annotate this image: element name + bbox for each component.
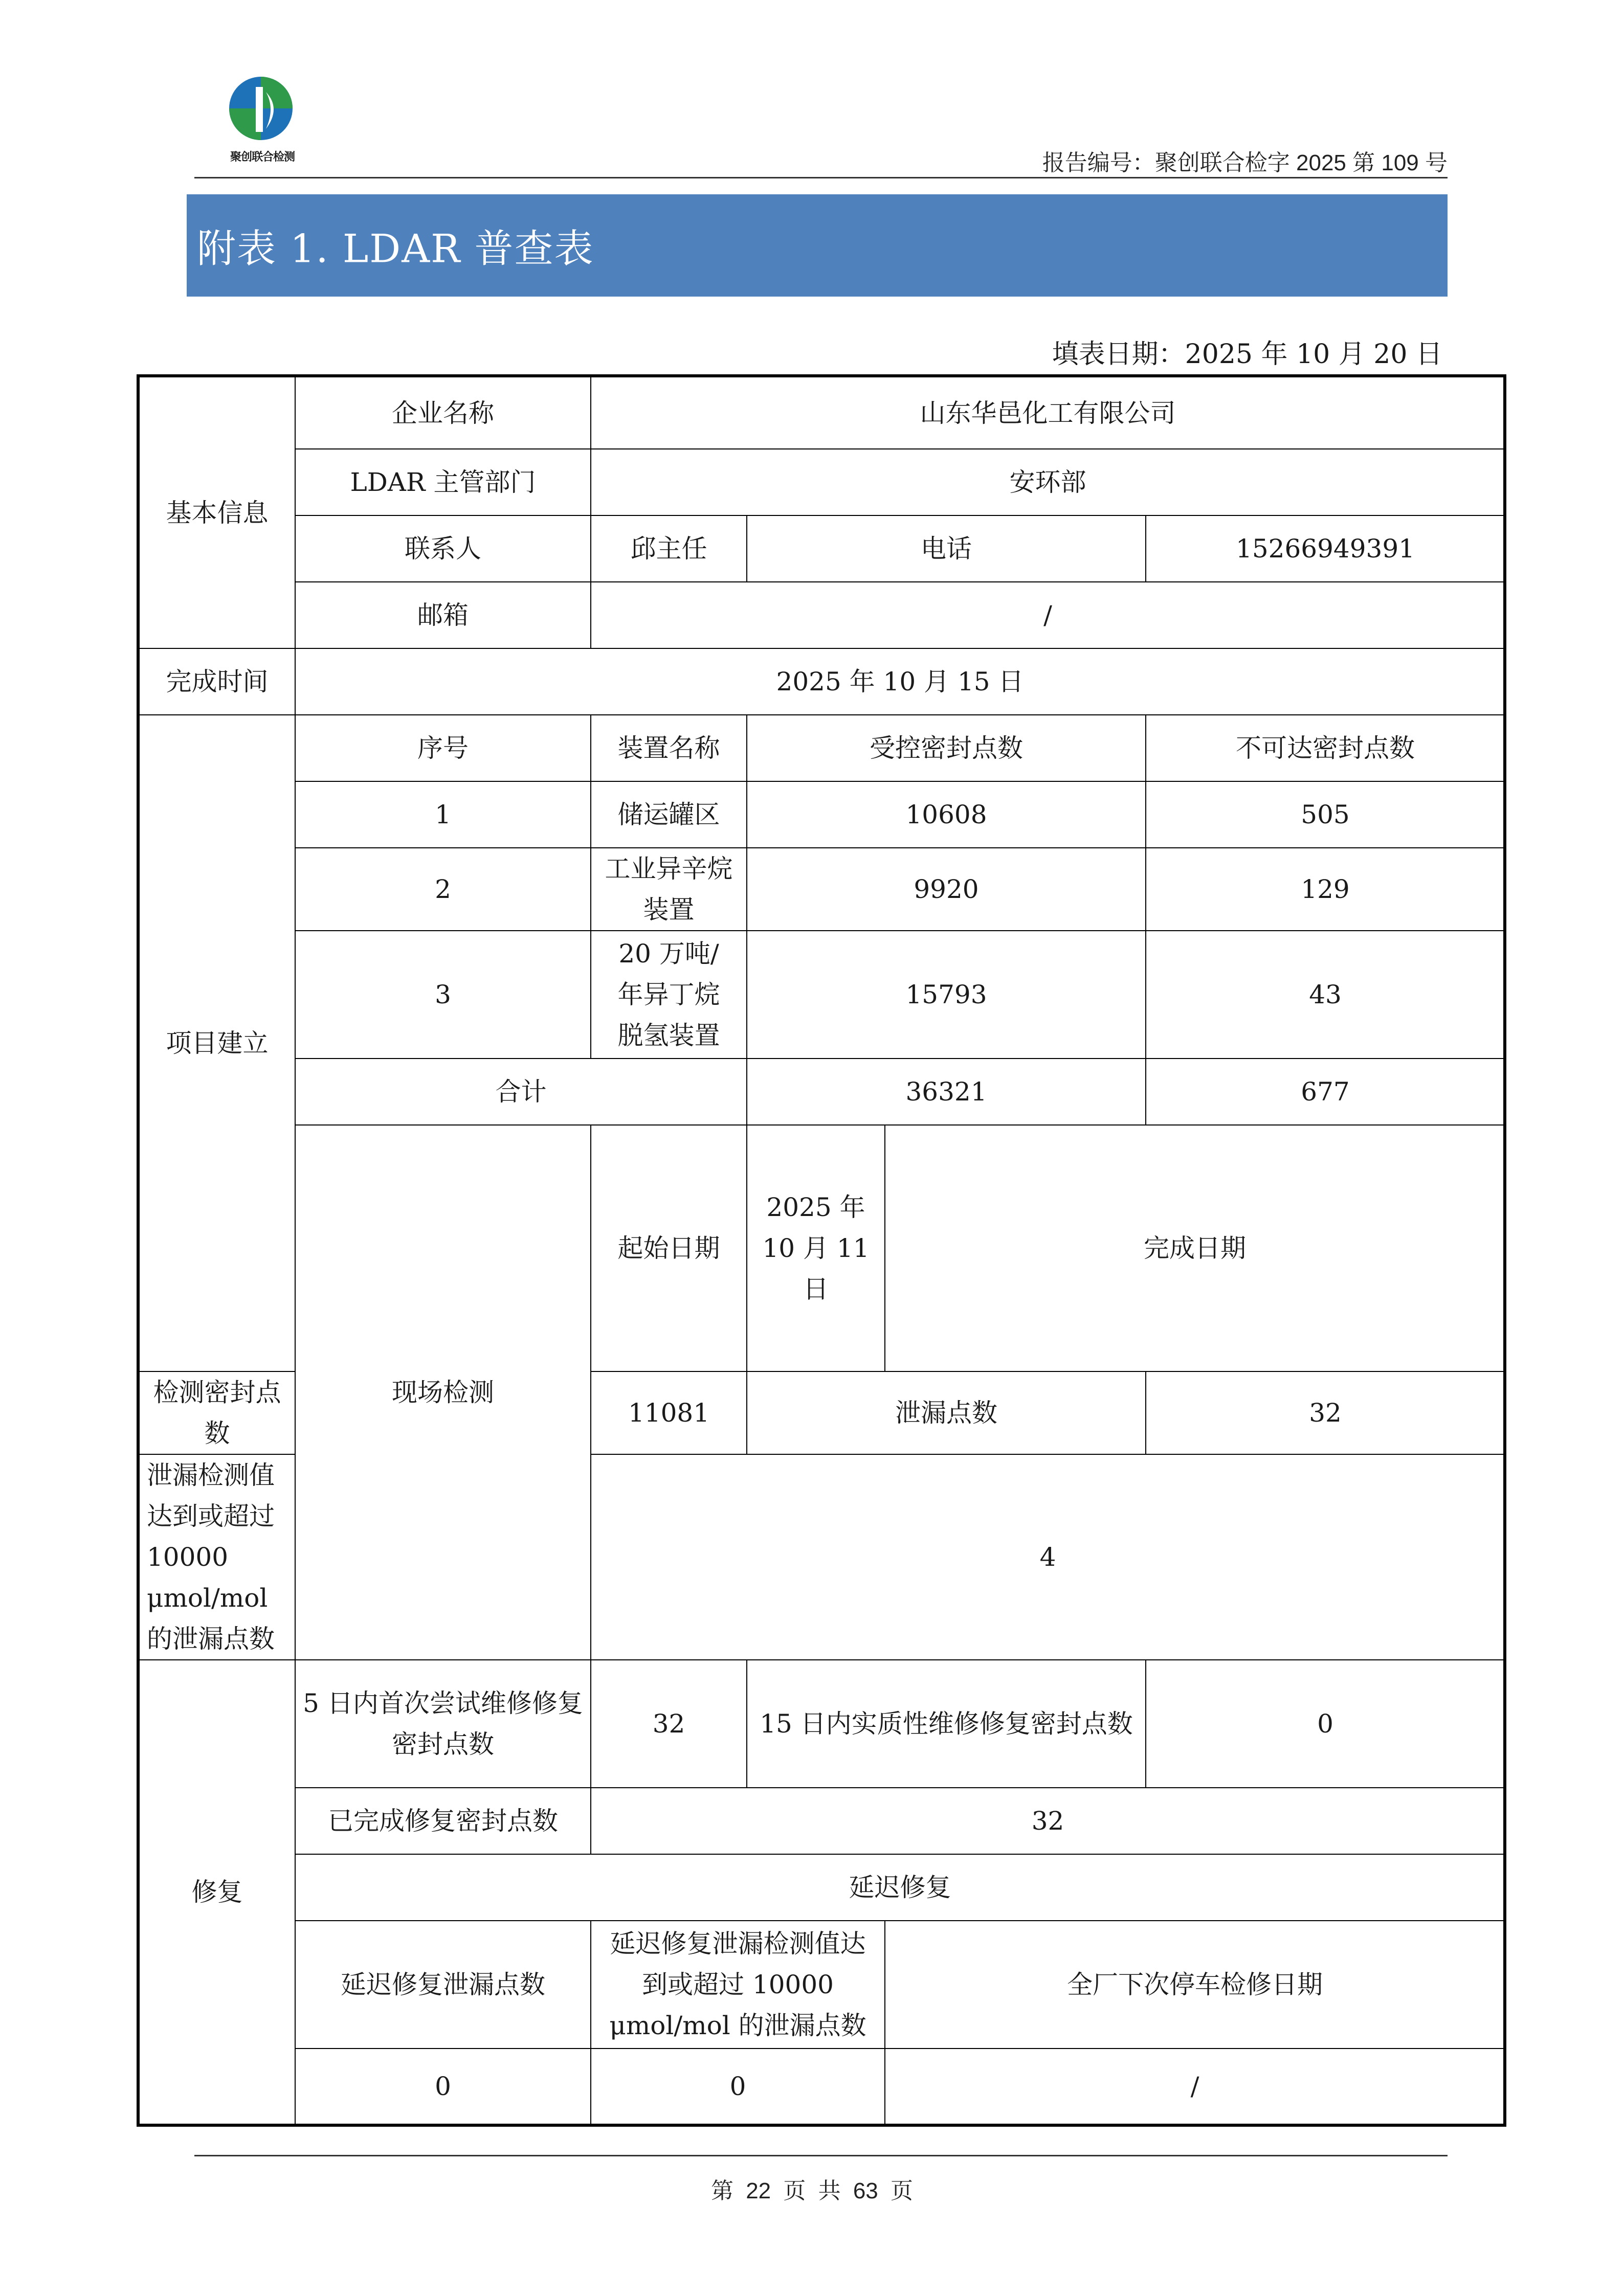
table-row — [138, 2049, 1505, 2125]
detected-label: 检测密封点数 — [138, 1371, 295, 1454]
total-label: 合计 — [295, 1059, 747, 1125]
unit-name: 20 万吨/年异丁烷脱氢装置 — [591, 931, 747, 1059]
first5-label: 5 日内首次尝试维修修复密封点数 — [295, 1660, 591, 1788]
unit-name: 储运罐区 — [591, 781, 747, 848]
done-label: 已完成修复密封点数 — [295, 1788, 591, 1854]
table-row — [138, 376, 1505, 449]
header-divider — [194, 177, 1448, 178]
unit-no: 3 — [295, 931, 591, 1059]
unit-unreachable: 505 — [1146, 781, 1505, 848]
done-value: 32 — [591, 1788, 1505, 1854]
page-number: 第 22 页 共 63 页 — [710, 2178, 913, 2203]
unit-no: 1 — [295, 781, 591, 848]
table-row — [138, 1854, 1505, 1921]
company-value: 山东华邑化工有限公司 — [591, 376, 1505, 449]
unit-controlled: 9920 — [747, 848, 1146, 931]
section-banner — [187, 194, 1448, 297]
start-date-value: 2025 年 10 月 11 日 — [747, 1125, 885, 1371]
unit-controlled: 10608 — [747, 781, 1146, 848]
dept-label: LDAR 主管部门 — [295, 449, 591, 515]
delay-repair-title: 延迟修复 — [295, 1854, 1505, 1921]
start-date-label: 起始日期 — [591, 1125, 747, 1371]
unit-unreachable: 129 — [1146, 848, 1505, 931]
column-header: 不可达密封点数 — [1146, 715, 1505, 781]
report-number-label: 报告编号： — [1042, 150, 1155, 175]
section-basic-info: 基本信息 — [138, 376, 295, 648]
phone-value: 15266949391 — [1146, 515, 1505, 582]
report-number-value: 聚创联合检字 2025 第 109 号 — [1154, 150, 1448, 175]
email-value: / — [591, 582, 1505, 648]
table-row — [138, 781, 1505, 848]
email-label: 邮箱 — [295, 582, 591, 648]
total-unreachable: 677 — [1146, 1059, 1505, 1125]
completion-value: 2025 年 10 月 15 日 — [295, 648, 1505, 715]
detected-value: 11081 — [591, 1371, 747, 1454]
section-project: 项目建立 — [138, 715, 295, 1371]
table-row — [138, 848, 1505, 931]
first5-value: 32 — [591, 1660, 747, 1788]
phone-label: 电话 — [747, 515, 1146, 582]
column-header: 序号 — [295, 715, 591, 781]
page-title: 附表 1. LDAR 普查表 — [197, 226, 594, 272]
table-row — [138, 515, 1505, 582]
unit-controlled: 15793 — [747, 931, 1146, 1059]
table-row — [138, 648, 1505, 715]
over-threshold-value: 4 — [591, 1454, 1505, 1660]
section-repair: 修复 — [138, 1660, 295, 2125]
section-field: 现场检测 — [295, 1125, 591, 1660]
unit-unreachable: 43 — [1146, 931, 1505, 1059]
table-row — [138, 449, 1505, 515]
column-header: 装置名称 — [591, 715, 747, 781]
over-threshold-label: 泄漏检测值达到或超过 10000 μmol/mol 的泄漏点数 — [138, 1454, 295, 1660]
unit-no: 2 — [295, 848, 591, 931]
end-date-label: 完成日期 — [885, 1125, 1505, 1371]
logo-text: 聚创联合检测 — [230, 150, 295, 163]
column-header: 受控密封点数 — [747, 715, 1146, 781]
table-row — [138, 1125, 1505, 1371]
table-row — [138, 1660, 1505, 1788]
leak-label: 泄漏点数 — [747, 1371, 1146, 1454]
fill-date: 填表日期：2025 年 10 月 20 日 — [1052, 339, 1442, 370]
total-controlled: 36321 — [747, 1059, 1146, 1125]
company-label: 企业名称 — [295, 376, 591, 449]
table-row — [138, 582, 1505, 648]
footer-divider — [194, 2155, 1448, 2156]
contact-label: 联系人 — [295, 515, 591, 582]
table-row — [138, 931, 1505, 1059]
delay-over-value: 0 — [591, 2049, 885, 2125]
completion-label: 完成时间 — [138, 648, 295, 715]
delay-count-label: 延迟修复泄漏点数 — [295, 1921, 591, 2049]
unit-name: 工业异辛烷装置 — [591, 848, 747, 931]
table-row — [138, 1788, 1505, 1854]
logo-mark-icon — [220, 72, 302, 148]
table-row — [138, 1921, 1505, 2049]
delay-count-value: 0 — [295, 2049, 591, 2125]
table-row — [138, 1059, 1505, 1125]
leak-value: 32 — [1146, 1371, 1505, 1454]
report-number — [1042, 144, 1448, 177]
contact-value: 邱主任 — [591, 515, 747, 582]
sub15-value: 0 — [1146, 1660, 1505, 1788]
dept-value: 安环部 — [591, 449, 1505, 515]
table-row — [138, 715, 1505, 781]
next-stop-value: / — [885, 2049, 1505, 2125]
next-stop-label: 全厂下次停车检修日期 — [885, 1921, 1505, 2049]
ldar-survey-table — [137, 374, 1506, 2127]
delay-over-label: 延迟修复泄漏检测值达到或超过 10000 μmol/mol 的泄漏点数 — [591, 1921, 885, 2049]
sub15-label: 15 日内实质性维修修复密封点数 — [747, 1660, 1146, 1788]
